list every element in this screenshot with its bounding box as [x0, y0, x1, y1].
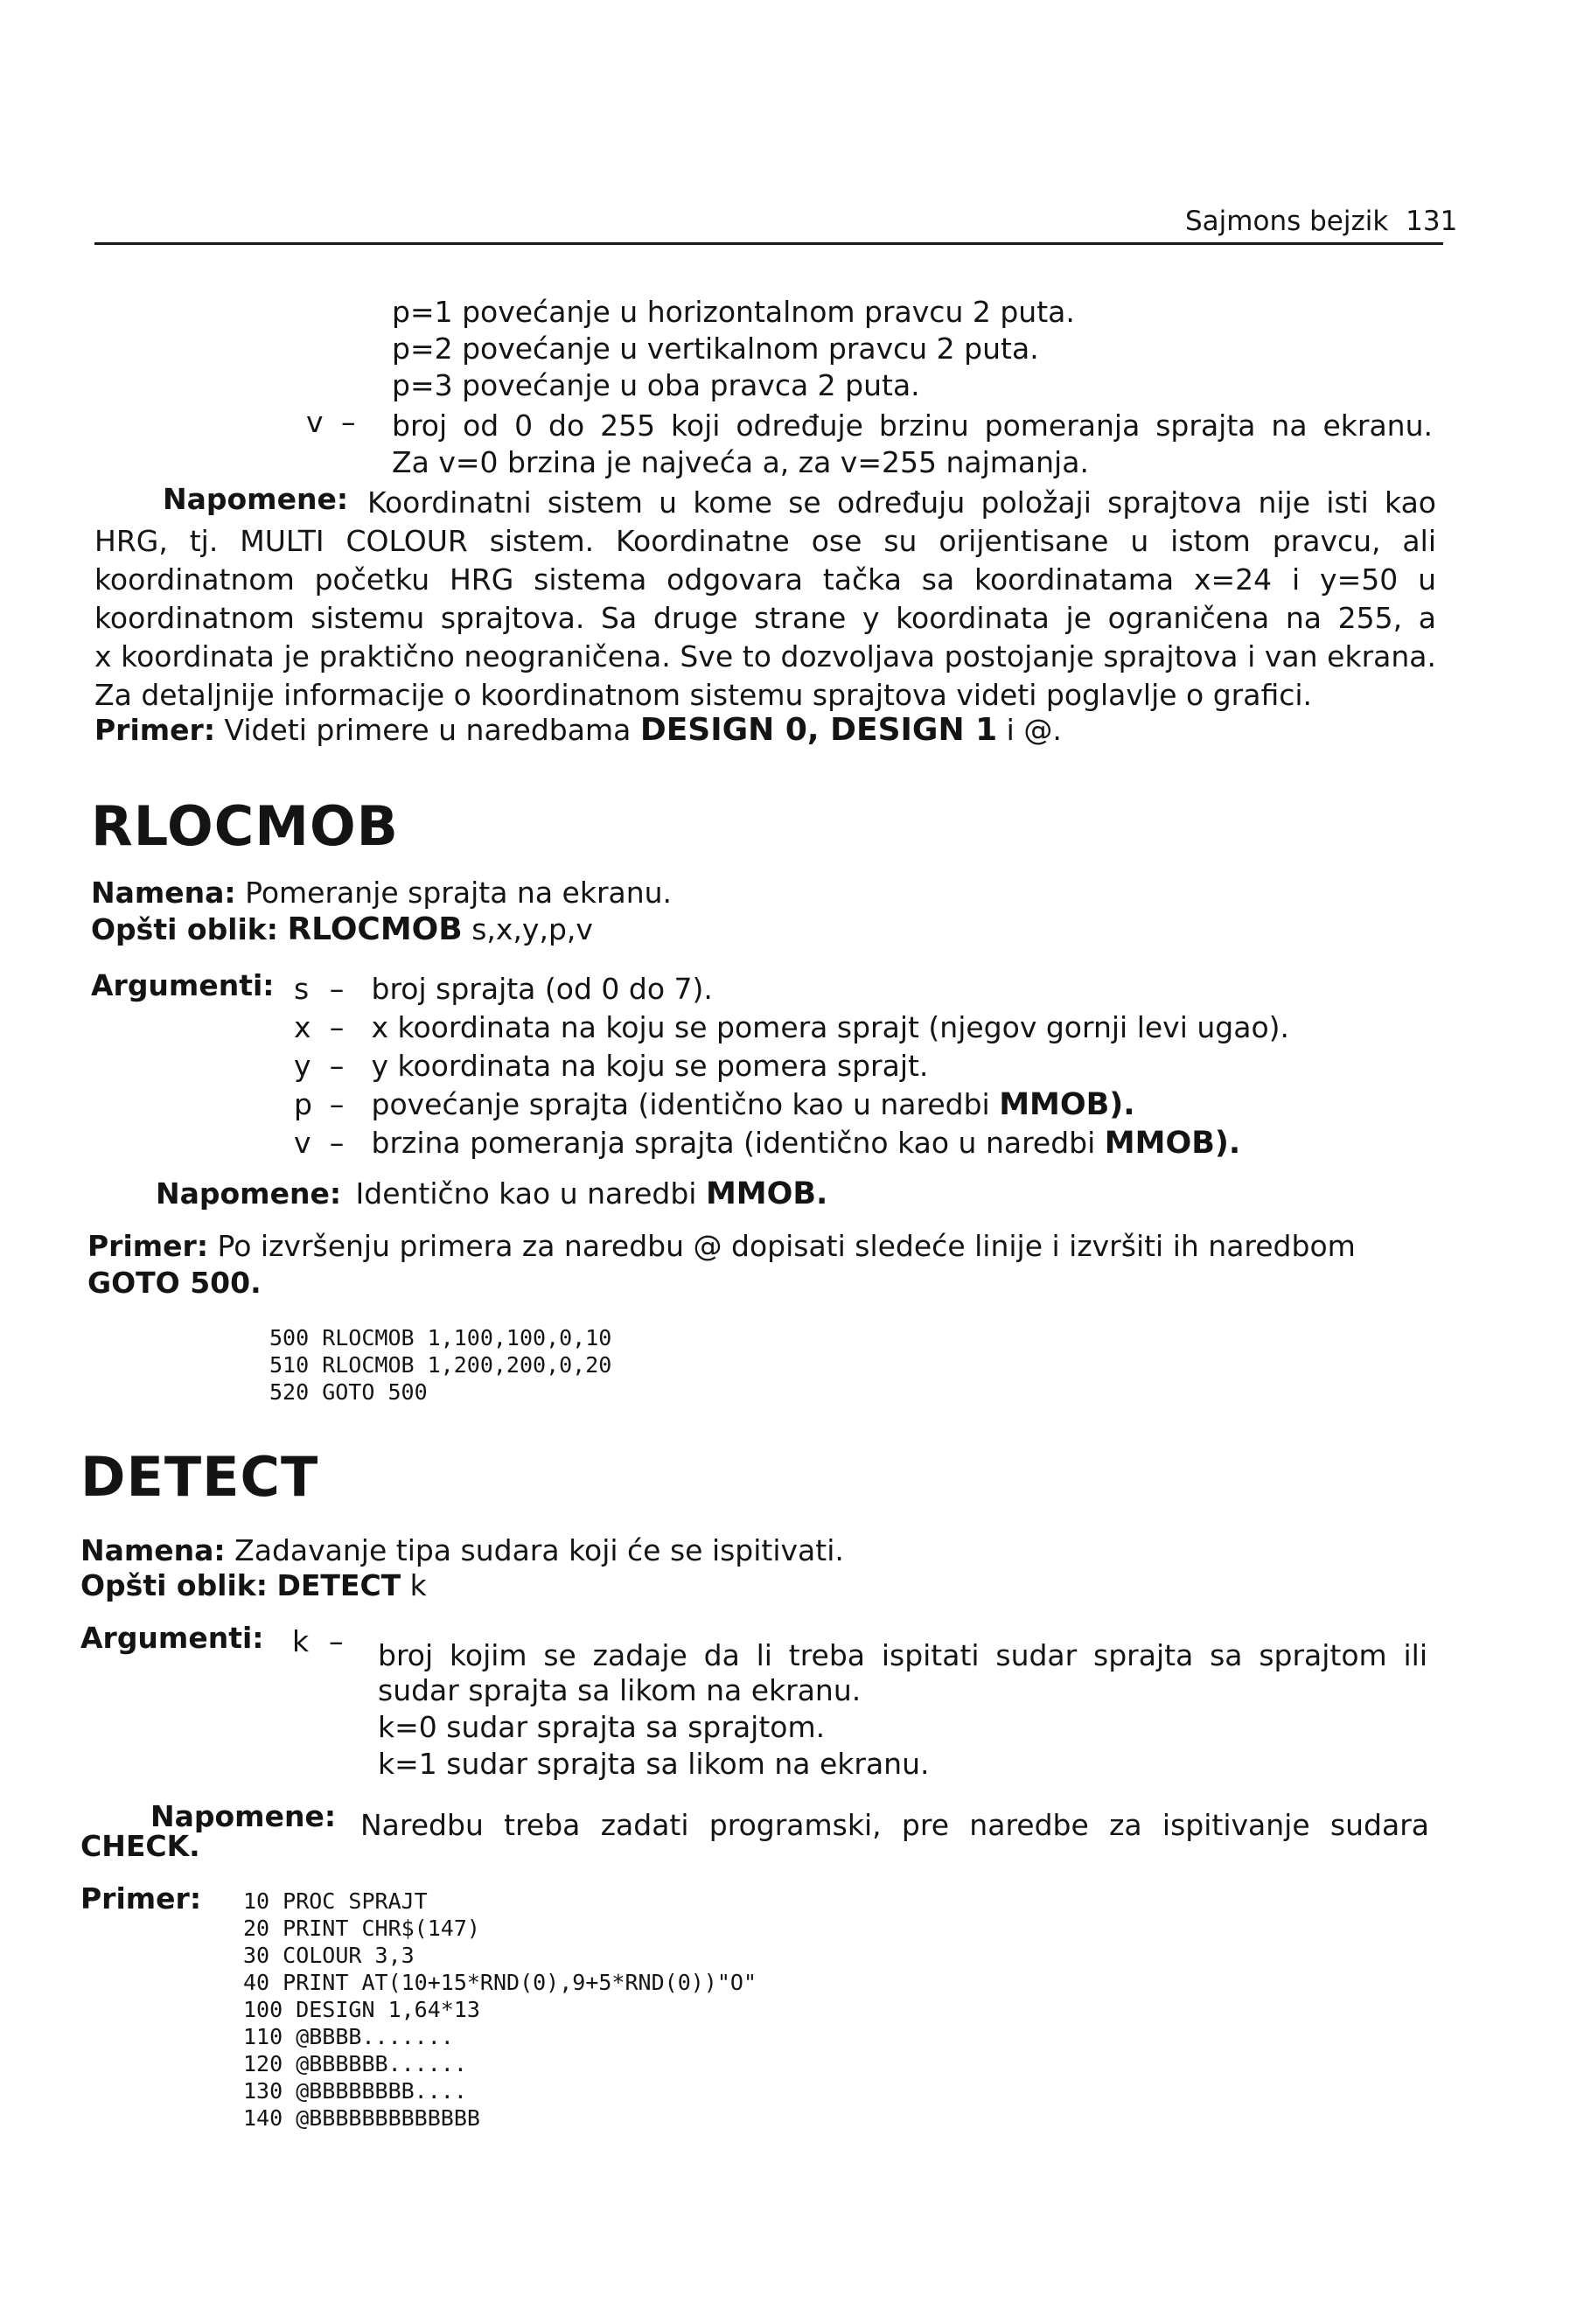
detect-form-cmd: DETECT: [276, 1568, 401, 1602]
rlocmob-arg-key: x: [294, 1010, 311, 1044]
rlocmob-purpose-text: Pomeranje sprajta na ekranu.: [245, 876, 673, 910]
arg-dash: –: [329, 1010, 345, 1044]
rlocmob-arg-text: povećanje sprajta (identično kao u naredbi: [371, 1087, 990, 1121]
page-number: 131: [1406, 206, 1458, 237]
rlocmob-example: [87, 1228, 1434, 1265]
rlocmob-notes-text: Identično kao u naredbi: [355, 1176, 697, 1211]
rlocmob-form-label: Opšti oblik:: [91, 912, 278, 946]
detect-notes-label: Napomene:: [150, 1799, 337, 1833]
detect-code-line: 10 PROC SPRAJT: [243, 1888, 428, 1914]
top-example-text: Videti primere u naredbama: [224, 713, 632, 747]
detect-code-line: 20 PRINT CHR$(147): [243, 1916, 480, 1941]
rlocmob-notes-label: Napomene:: [156, 1176, 342, 1211]
rlocmob-arg-row: [294, 1048, 928, 1085]
detect-code-line: 140 @BBBBBBBBBBBBB: [243, 2105, 480, 2131]
rlocmob-arg-text: broj sprajta (od 0 do 7).: [371, 972, 713, 1006]
rlocmob-purpose: [91, 875, 672, 911]
arg-dash: –: [329, 972, 345, 1006]
rlocmob-arg-text: x koordinata na koju se pomera sprajt (njegov gornji levi ugao).: [371, 1010, 1290, 1044]
detect-notes-text: Naredbu treba zadati programski, pre naredbe za ispitivanje sudara: [360, 1808, 1429, 1842]
detect-arg-line-4: k=1 sudar sprajta sa likom na ekranu.: [378, 1747, 930, 1781]
detect-code-line: 30 COLOUR 3,3: [243, 1943, 415, 1968]
p-line-2: p=2 povećanje u vertikalnom pravcu 2 puta.: [392, 332, 1039, 366]
detect-form-args: k: [409, 1568, 427, 1602]
top-notes-line-3: koordinatnom početku HRG sistema odgovara tačka sa koordinatama x=24 i y=50 u: [94, 562, 1436, 597]
v-line-1: broj od 0 do 255 koji određuje brzinu pomeranja sprajta na ekranu.: [392, 408, 1433, 443]
top-notes-line-4: koordinatnom sistemu sprajtova. Sa druge strane y koordinata je ograničena na 255, a: [94, 601, 1436, 635]
rlocmob-example-text: Po izvršenju primera za naredbu @ dopisati sledeće linije i izvršiti ih naredbom: [217, 1229, 1356, 1263]
arg-dash: –: [329, 1049, 345, 1083]
top-notes-line-6: Za detaljnije informacije o koordinatnom sistemu sprajtova videti poglavlje o grafici.: [94, 678, 1313, 712]
rlocmob-arg-key: v: [294, 1126, 311, 1160]
arg-dash: –: [329, 1624, 344, 1658]
rlocmob-arg-ref: MMOB).: [999, 1087, 1135, 1122]
detect-code-line: 120 @BBBBBB......: [243, 2051, 467, 2076]
rlocmob-notes: [156, 1176, 827, 1212]
running-title: Sajmons bejzik: [1185, 206, 1389, 237]
rlocmob-arg-row: [294, 1009, 1289, 1046]
rlocmob-form-args: s,x,y,p,v: [471, 912, 593, 946]
detect-args-label: Argumenti:: [80, 1621, 264, 1655]
detect-arg-line-1: broj kojim se zadaje da li treba ispitati sudar sprajta sa sprajtom ili: [378, 1638, 1427, 1672]
detect-code-line: 40 PRINT AT(10+15*RND(0),9+5*RND(0))"O": [243, 1970, 757, 1995]
rlocmob-args-label: Argumenti:: [91, 968, 275, 1002]
rlocmob-form: [91, 911, 593, 948]
v-dash: –: [341, 405, 356, 439]
detect-code-line: 130 @BBBBBBBB....: [243, 2078, 467, 2104]
top-example-label: Primer:: [94, 713, 216, 747]
v-line-2: Za v=0 brzina je najveća a, za v=255 najmanja.: [392, 445, 1089, 479]
rlocmob-arg-row: [294, 1125, 1240, 1162]
rlocmob-code-line: 510 RLOCMOB 1,200,200,0,20: [269, 1352, 612, 1378]
detect-arg-line-3: k=0 sudar sprajta sa sprajtom.: [378, 1710, 826, 1744]
rlocmob-arg-text: brzina pomeranja sprajta (identično kao u naredbi: [371, 1126, 1096, 1160]
detect-purpose: [80, 1532, 844, 1569]
rlocmob-arg-key: y: [294, 1049, 311, 1083]
top-notes-line-5: x koordinata je praktično neograničena. Sve to dozvoljava postojanje sprajtova i van ekrana.: [94, 639, 1436, 673]
top-example-refs: DESIGN 0, DESIGN 1: [639, 712, 998, 748]
rlocmob-heading: RLOCMOB: [91, 794, 399, 858]
rlocmob-form-cmd: RLOCMOB: [287, 911, 463, 947]
detect-form-label: Opšti oblik:: [80, 1568, 268, 1602]
arg-dash: –: [329, 1126, 345, 1160]
top-notes-line-2: HRG, tj. MULTI COLOUR sistem. Koordinatne ose su orijentisane u istom pravcu, ali: [94, 524, 1436, 558]
detect-example-label: Primer:: [80, 1881, 202, 1916]
rlocmob-arg-text: y koordinata na koju se pomera sprajt.: [371, 1049, 929, 1083]
rlocmob-arg-row: [294, 971, 713, 1008]
p-line-3: p=3 povećanje u oba pravca 2 puta.: [392, 368, 920, 402]
top-example-and: i: [1006, 713, 1015, 747]
v-key: v: [306, 405, 324, 439]
detect-arg-line-2: sudar sprajta sa likom na ekranu.: [378, 1673, 862, 1707]
rlocmob-arg-ref: MMOB).: [1104, 1126, 1241, 1161]
p-line-1: p=1 povećanje u horizontalnom pravcu 2 puta.: [392, 295, 1075, 329]
detect-heading: DETECT: [80, 1445, 319, 1509]
rlocmob-code-line: 520 GOTO 500: [269, 1379, 428, 1405]
detect-arg-key: k: [292, 1624, 310, 1658]
detect-purpose-label: Namena:: [80, 1533, 226, 1567]
detect-purpose-text: Zadavanje tipa sudara koji će se ispitivati.: [234, 1533, 844, 1567]
top-notes-label: Napomene:: [163, 482, 349, 516]
running-header: [1185, 203, 1457, 240]
detect-code-line: 110 @BBBB.......: [243, 2024, 454, 2049]
rlocmob-code-line: 500 RLOCMOB 1,100,100,0,10: [269, 1325, 612, 1350]
detect-form: [80, 1567, 427, 1604]
top-example-last: @.: [1023, 713, 1062, 747]
detect-notes-cmd: CHECK.: [80, 1829, 200, 1863]
arg-dash: –: [329, 1087, 345, 1121]
rlocmob-purpose-label: Namena:: [91, 876, 236, 910]
top-example: [94, 712, 1062, 749]
rlocmob-notes-ref: MMOB.: [705, 1176, 828, 1211]
rlocmob-example-cmd: GOTO 500.: [87, 1266, 262, 1300]
rlocmob-arg-key: s: [294, 972, 310, 1006]
rlocmob-arg-key: p: [294, 1087, 312, 1121]
header-rule: [94, 242, 1443, 245]
rlocmob-example-label: Primer:: [87, 1229, 209, 1263]
detect-code-line: 100 DESIGN 1,64*13: [243, 1997, 480, 2022]
top-notes-line-1: Koordinatni sistem u kome se određuju položaji sprajtova nije isti kao: [367, 485, 1436, 520]
rlocmob-arg-row: [294, 1086, 1135, 1123]
